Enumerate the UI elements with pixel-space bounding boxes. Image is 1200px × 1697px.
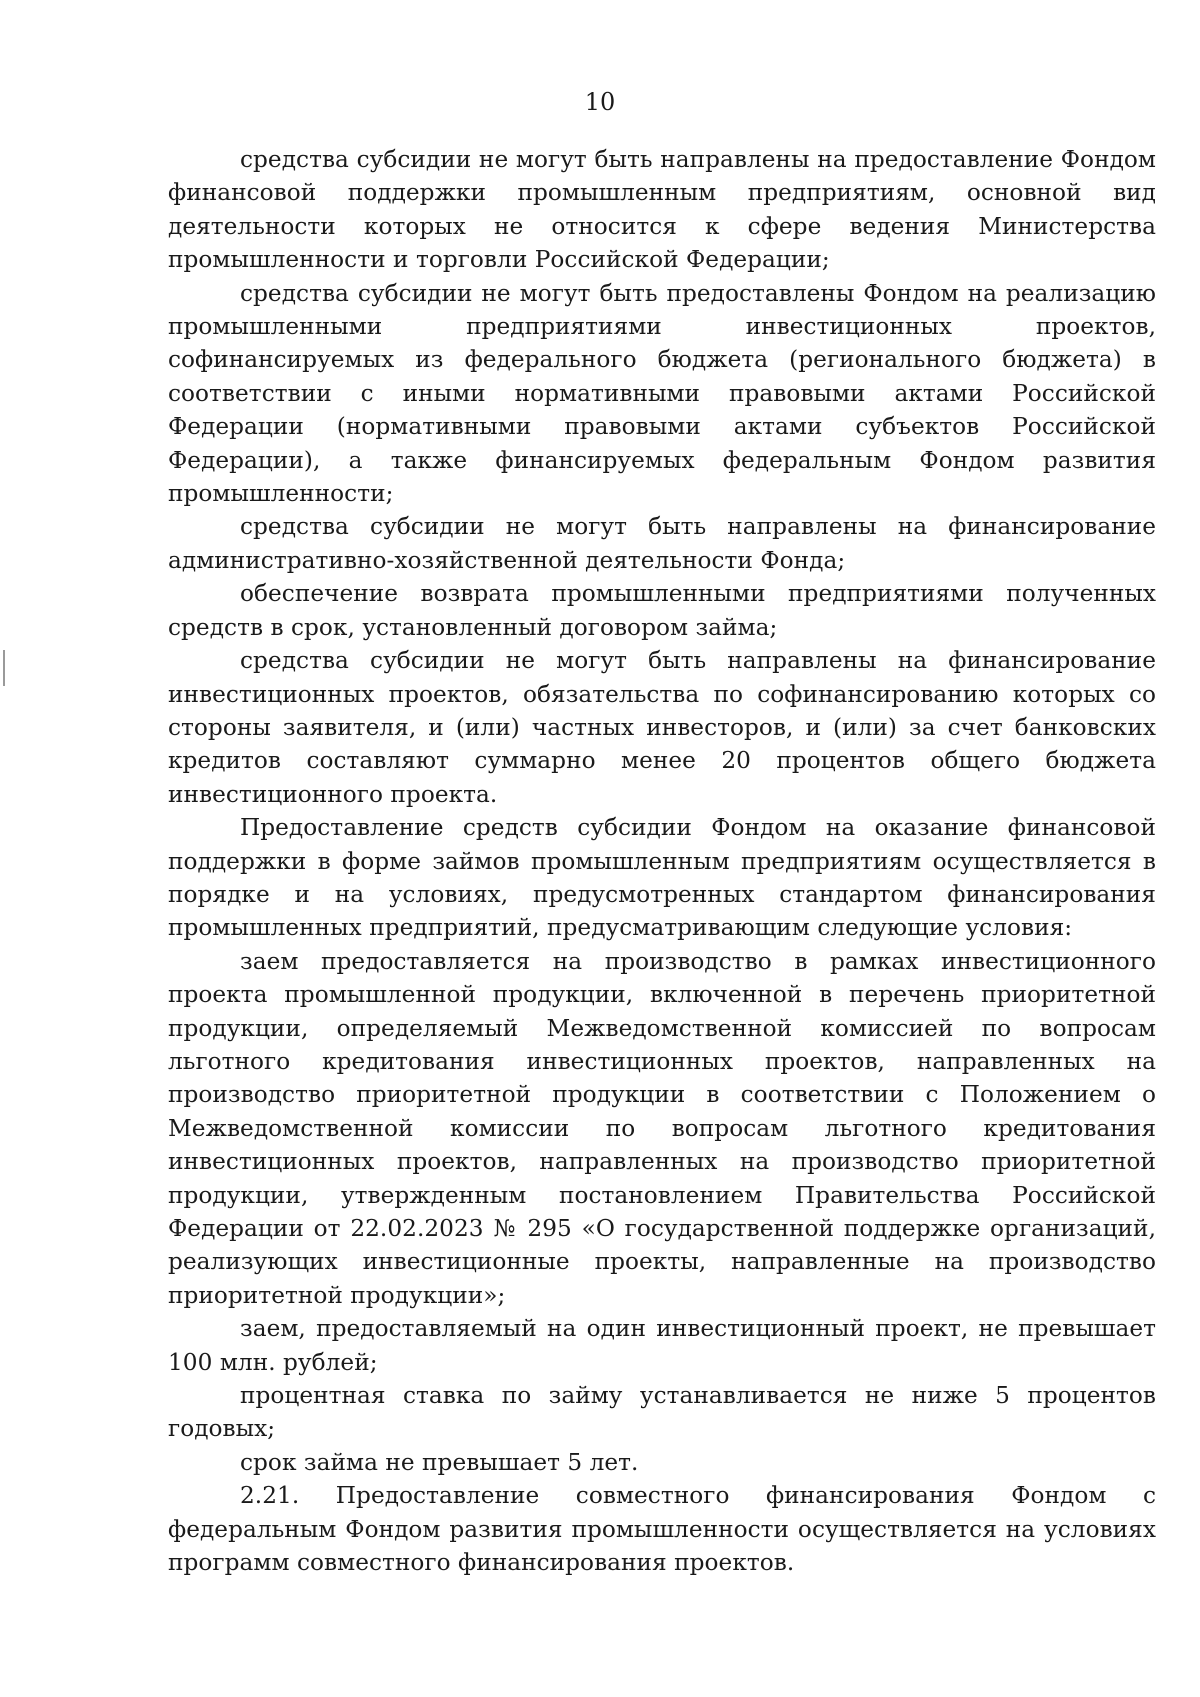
- paragraph-subsidy-industry-scope: средства субсидии не могут быть направлены на предоставление Фондом финансовой поддержки промышленным предприятиям, основной вид деятельности которых не относится к сфере ведения Министерства промышленности и торговли Российской Федерации;: [168, 146, 1156, 274]
- paragraph-loan-term: срок займа не превышает 5 лет.: [240, 1448, 639, 1476]
- document-body: [168, 143, 1156, 1579]
- paragraph-cofinancing-threshold: средства субсидии не могут быть направлены на финансирование инвестиционных проектов, обязательства по софинансированию которых со стороны заявителя, и (или) частных инвесторов, и (или) за счет банковских кредитов составляют суммарно менее 20 процентов общего бюджета инвестиционного проекта.: [168, 647, 1156, 808]
- paragraph-section-2-21: 2.21. Предоставление совместного финансирования Фондом с федеральным Фондом развития промышленности осуществляется на условиях программ совместного финансирования проектов.: [168, 1482, 1156, 1577]
- paragraph-loan-standard-conditions: Предоставление средств субсидии Фондом на оказание финансовой поддержки в форме займов промышленным предприятиям осуществляется в порядке и на условиях, предусмотренных стандартом финансирования промышленных предприятий, предусматривающим следующие условия:: [168, 814, 1156, 942]
- paragraph-loan-priority-products: заем предоставляется на производство в рамках инвестиционного проекта промышленной продукции, включенной в перечень приоритетной продукции, определяемый Межведомственной комиссией по вопросам льготного кредитования инвестиционных проектов, направленных на производство приоритетной продукции в соответствии с Положением о Межведомственной комиссии по вопросам льготного кредитования инвестиционных проектов, направленных на производство приоритетной продукции, утвержденным постановлением Правительства Российской Федерации от 22.02.2023 № 295 «О государственной поддержке организаций, реализующих инвестиционные проекты, направленные на производство приоритетной продукции»;: [168, 947, 1156, 1309]
- paragraph-loan-amount-limit: заем, предоставляемый на один инвестиционный проект, не превышает 100 млн. рублей;: [168, 1315, 1156, 1376]
- paragraph-subsidy-admin-activity: средства субсидии не могут быть направлены на финансирование административно-хозяйственной деятельности Фонда;: [168, 513, 1156, 574]
- paragraph-loan-interest-rate: процентная ставка по займу устанавливается не ниже 5 процентов годовых;: [168, 1382, 1156, 1443]
- paragraph-loan-repayment: обеспечение возврата промышленными предприятиями полученных средств в срок, установленный договором займа;: [168, 580, 1156, 641]
- scan-edge-mark: [3, 650, 5, 686]
- paragraph-subsidy-cofinanced-projects: средства субсидии не могут быть предоставлены Фондом на реализацию промышленными предприятиями инвестиционных проектов, софинансируемых из федерального бюджета (регионального бюджета) в соответствии с иными нормативными правовыми актами Российской Федерации (нормативными правовыми актами субъектов Российской Федерации), а также финансируемых федеральным Фондом развития промышленности;: [168, 279, 1156, 508]
- page-number: 10: [584, 88, 616, 116]
